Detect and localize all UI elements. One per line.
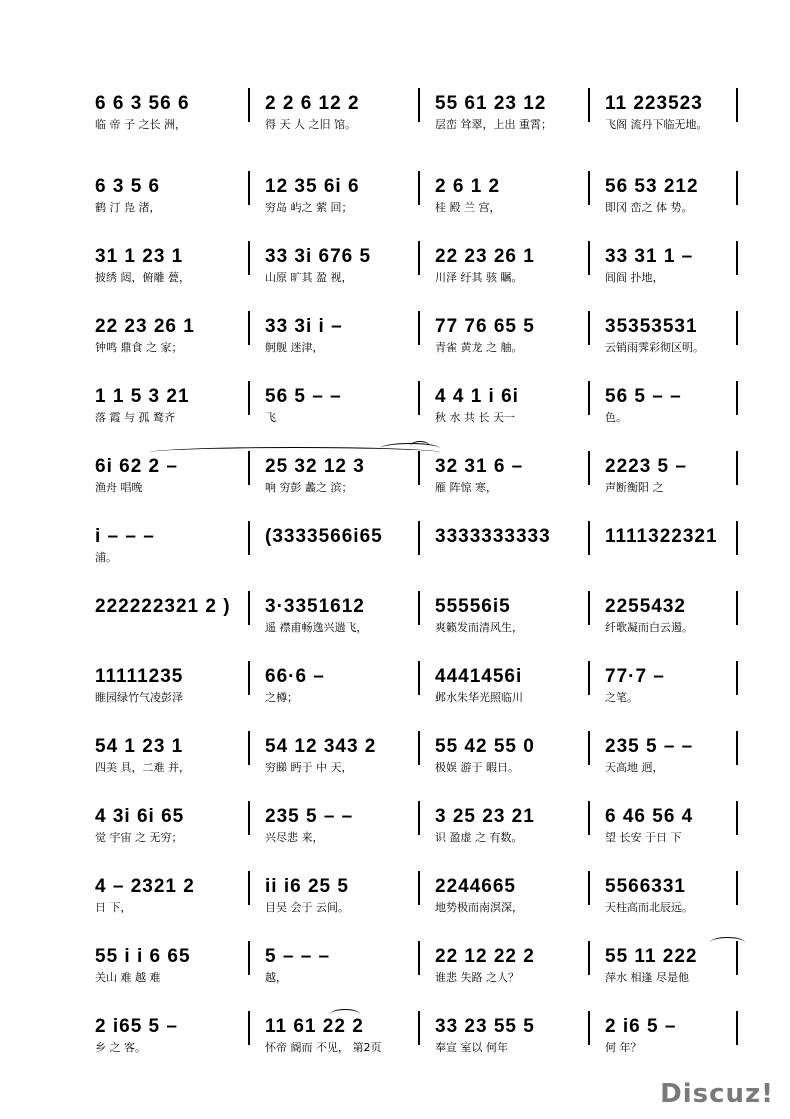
measure xyxy=(605,595,755,635)
measure-lyrics: 天柱高而北辰远。 xyxy=(605,901,693,914)
measure-lyrics: 舸舰 迷津， xyxy=(265,341,324,354)
bar-line xyxy=(588,171,590,205)
measure xyxy=(435,875,585,915)
measure-notes: 55 61 23 12 xyxy=(435,93,547,114)
bar-line xyxy=(418,941,420,975)
measure xyxy=(605,92,755,132)
measure xyxy=(605,805,755,845)
bar-line xyxy=(248,311,250,345)
measure xyxy=(435,175,585,215)
measure xyxy=(435,665,585,705)
measure-lyrics xyxy=(265,551,415,565)
measure-lyrics: 闾阎 扑地， xyxy=(605,271,664,284)
measure-notes: 32 31 6 – xyxy=(435,456,524,477)
bar-line xyxy=(588,88,590,122)
measure xyxy=(435,455,585,495)
bar-line xyxy=(418,88,420,122)
score-row xyxy=(0,1015,790,1075)
measure xyxy=(95,875,245,915)
measure xyxy=(95,665,245,705)
measure-notes: 2 6 1 2 xyxy=(435,176,501,197)
bar-line xyxy=(248,661,250,695)
measure-notes: 5566331 xyxy=(605,876,686,897)
measure-lyrics: 遥 襟甫畅逸兴遄飞， xyxy=(265,621,368,634)
measure-notes: 77·7 – xyxy=(605,666,665,687)
measure xyxy=(435,595,585,635)
measure-notes: 5 – – – xyxy=(265,946,331,967)
measure-lyrics: 飞 xyxy=(265,411,276,424)
bar-line xyxy=(588,731,590,765)
measure-notes: 222222321 2 ) xyxy=(95,596,231,617)
bar-line xyxy=(588,941,590,975)
bar-line xyxy=(418,731,420,765)
measure-notes: 6 46 56 4 xyxy=(605,806,694,827)
bar-line xyxy=(248,521,250,555)
bar-line xyxy=(248,801,250,835)
bar-line xyxy=(248,241,250,275)
measure-lyrics: 邺水朱华光照临川 xyxy=(435,691,523,704)
measure-lyrics: 兴尽悲 来， xyxy=(265,831,324,844)
measure xyxy=(95,455,245,495)
bar-line xyxy=(588,241,590,275)
measure xyxy=(435,945,585,985)
measure-lyrics: 钟鸣 鼎食 之 家； xyxy=(95,341,183,354)
measure-lyrics: 穷睇 眄于 中 天， xyxy=(265,761,353,774)
measure-notes: 66·6 – xyxy=(265,666,325,687)
measure-notes: 2 2 6 12 2 xyxy=(265,93,360,114)
measure xyxy=(95,175,245,215)
measure xyxy=(605,175,755,215)
measure-lyrics: 谁悲 失路 之人？ xyxy=(435,971,519,984)
measure xyxy=(95,385,245,425)
score-row xyxy=(0,665,790,725)
bar-line xyxy=(248,88,250,122)
measure-notes: 56 53 212 xyxy=(605,176,699,197)
measure-notes: 2255432 xyxy=(605,596,686,617)
measure-lyrics: 日 下， xyxy=(95,901,132,914)
measure-notes: 6 6 3 56 6 xyxy=(95,93,190,114)
bar-line xyxy=(248,171,250,205)
measure xyxy=(95,92,245,132)
measure-lyrics: 天高地 迥， xyxy=(605,761,664,774)
measure-lyrics: 桂 殿 兰 宫， xyxy=(435,201,501,214)
measure-lyrics: 极娱 游于 暇日。 xyxy=(435,761,519,774)
slur-arc xyxy=(710,937,745,948)
measure-lyrics: 地势极而南溟深， xyxy=(435,901,523,914)
measure-notes: 4 – 2321 2 xyxy=(95,876,195,897)
measure xyxy=(605,385,755,425)
measure-lyrics: 越， xyxy=(265,971,287,984)
measure-lyrics: 穷岛 屿之 萦 回； xyxy=(265,201,353,214)
measure-lyrics xyxy=(435,551,585,565)
bar-line xyxy=(418,311,420,345)
measure xyxy=(265,805,415,845)
measure-lyrics: 关山 难 越 难 xyxy=(95,971,161,984)
measure xyxy=(265,245,415,285)
measure xyxy=(95,1015,245,1055)
measure-notes: 11111235 xyxy=(95,666,184,687)
measure-notes: 33 3i i – xyxy=(265,316,343,337)
measure-lyrics: 临 帝 子 之长 洲， xyxy=(95,118,186,131)
measure-lyrics: 响 穷彭 蠡之 滨； xyxy=(265,481,353,494)
measure-lyrics: 望 长安 于日 下 xyxy=(605,831,682,844)
measure-notes: 6i 62 2 – xyxy=(95,456,178,477)
measure-lyrics: 乡 之 客。 xyxy=(95,1041,146,1054)
measure-notes: 12 35 6i 6 xyxy=(265,176,360,197)
measure-lyrics: 层峦 耸翠，上出 重霄； xyxy=(435,118,552,131)
measure xyxy=(265,595,415,635)
measure xyxy=(95,245,245,285)
measure-lyrics: 识 盈虚 之 有数。 xyxy=(435,831,523,844)
measure-notes: 2244665 xyxy=(435,876,516,897)
measure-lyrics: 四美 具，二难 并， xyxy=(95,761,190,774)
bar-line xyxy=(248,941,250,975)
measure-notes: 22 23 26 1 xyxy=(95,316,195,337)
measure-notes: i – – – xyxy=(95,526,155,547)
measure-lyrics: 萍水 相逢 尽是他 xyxy=(605,971,689,984)
measure-notes: 56 5 – – xyxy=(265,386,342,407)
measure-notes: 25 32 12 3 xyxy=(265,456,365,477)
measure-notes: 2 i65 5 – xyxy=(95,1016,178,1037)
measure-lyrics: 何 年？ xyxy=(605,1041,642,1054)
measure xyxy=(95,805,245,845)
measure-notes: 1 1 5 3 21 xyxy=(95,386,190,407)
measure xyxy=(265,735,415,775)
measure-notes: 22 23 26 1 xyxy=(435,246,535,267)
measure-lyrics: 觉 宇宙 之 无穷； xyxy=(95,831,183,844)
measure-notes: 55 42 55 0 xyxy=(435,736,535,757)
measure-lyrics: 目吴 会于 云间。 xyxy=(265,901,349,914)
measure-notes: 4441456i xyxy=(435,666,523,687)
measure-notes: 2 i6 5 – xyxy=(605,1016,677,1037)
bar-line xyxy=(418,381,420,415)
measure xyxy=(95,595,245,635)
measure xyxy=(435,92,585,132)
measure-notes: 55 i i 6 65 xyxy=(95,946,191,967)
measure-notes: 4 3i 6i 65 xyxy=(95,806,185,827)
score-row xyxy=(0,945,790,1005)
measure-notes: 3·3351612 xyxy=(265,596,365,617)
bar-line xyxy=(418,661,420,695)
score-row xyxy=(0,595,790,655)
measure xyxy=(265,175,415,215)
bar-line xyxy=(418,1011,420,1045)
measure xyxy=(435,525,585,565)
measure-notes: 33 3i 676 5 xyxy=(265,246,372,267)
measure-lyrics: 云销雨霁彩彻区明。 xyxy=(605,341,704,354)
bar-line xyxy=(248,871,250,905)
measure xyxy=(95,735,245,775)
bar-line xyxy=(588,591,590,625)
bar-line xyxy=(588,311,590,345)
bar-line xyxy=(418,871,420,905)
bar-line xyxy=(588,521,590,555)
measure-lyrics: 奉宣 室以 何年 xyxy=(435,1041,508,1054)
measure-notes: (3333566i65 xyxy=(265,526,383,547)
measure xyxy=(605,455,755,495)
measure xyxy=(265,525,415,565)
measure-lyrics: 声断衡阳 之 xyxy=(605,481,664,494)
measure-notes: 54 12 343 2 xyxy=(265,736,377,757)
bar-line xyxy=(418,591,420,625)
bar-line xyxy=(588,381,590,415)
measure-lyrics: 色。 xyxy=(605,411,627,424)
measure xyxy=(95,315,245,355)
measure xyxy=(605,945,755,985)
slur-arc xyxy=(330,1009,360,1020)
measure-lyrics: 得 天 人 之旧 馆。 xyxy=(265,118,356,131)
bar-line xyxy=(588,801,590,835)
measure-notes: 11 61 22 2 xyxy=(265,1016,364,1037)
measure-lyrics: 雁 阵惊 寒， xyxy=(435,481,497,494)
measure-lyrics: 飞阁 流丹下临无地。 xyxy=(605,118,708,131)
measure xyxy=(605,1015,755,1055)
measure-notes: 55 11 222 xyxy=(605,946,698,967)
score-row xyxy=(0,525,790,585)
bar-line xyxy=(248,591,250,625)
measure-lyrics: 鹤 汀 凫 渚， xyxy=(95,201,161,214)
measure-lyrics: 纤歌凝而白云遏。 xyxy=(605,621,693,634)
measure xyxy=(435,385,585,425)
measure-lyrics: 落 霞 与 孤 鹜齐 xyxy=(95,411,175,424)
measure xyxy=(435,805,585,845)
bar-line xyxy=(588,661,590,695)
measure-notes: 4 4 1 i 6i xyxy=(435,386,519,407)
bar-line xyxy=(588,1011,590,1045)
measure-notes: 35353531 xyxy=(605,316,698,337)
measure-notes: 31 1 23 1 xyxy=(95,246,184,267)
score-row xyxy=(0,385,790,445)
measure-notes: 1111322321 xyxy=(605,526,718,547)
measure xyxy=(265,875,415,915)
measure-notes: 54 1 23 1 xyxy=(95,736,184,757)
measure-notes: ii i6 25 5 xyxy=(265,876,349,897)
measure-lyrics: 川泽 纡其 骇 瞩。 xyxy=(435,271,523,284)
measure xyxy=(605,315,755,355)
bar-line xyxy=(588,451,590,485)
measure xyxy=(435,1015,585,1055)
measure xyxy=(435,315,585,355)
bar-line xyxy=(418,521,420,555)
score-row xyxy=(0,455,790,515)
bar-line xyxy=(248,381,250,415)
measure xyxy=(605,665,755,705)
measure-notes: 33 31 1 – xyxy=(605,246,694,267)
measure-notes: 22 12 22 2 xyxy=(435,946,535,967)
measure-lyrics xyxy=(95,621,245,635)
slur-arc xyxy=(380,443,440,454)
measure-lyrics: 渔舟 唱晚 xyxy=(95,481,143,494)
measure-lyrics: 披绣 闼，俯雕 甍， xyxy=(95,271,190,284)
score-row xyxy=(0,805,790,865)
measure-lyrics: 爽籁发而清风生， xyxy=(435,621,523,634)
score-row xyxy=(0,245,790,305)
measure xyxy=(605,875,755,915)
measure xyxy=(435,245,585,285)
score-row xyxy=(0,315,790,375)
measure-notes: 77 76 65 5 xyxy=(435,316,535,337)
bar-line xyxy=(248,1011,250,1045)
measure-lyrics: 山原 旷其 盈 视， xyxy=(265,271,353,284)
measure-lyrics: 秋 水 共 长 天一 xyxy=(435,411,515,424)
measure-notes: 3333333333 xyxy=(435,526,551,547)
measure xyxy=(95,525,245,565)
measure xyxy=(265,945,415,985)
measure-notes: 6 3 5 6 xyxy=(95,176,161,197)
measure xyxy=(265,385,415,425)
measure-notes: 33 23 55 5 xyxy=(435,1016,535,1037)
measure-lyrics: 怀帝 阍而 不见， 第2页 xyxy=(265,1041,382,1054)
measure xyxy=(265,92,415,132)
measure-notes: 56 5 – – xyxy=(605,386,682,407)
score-row xyxy=(0,92,790,152)
watermark-logo: Discuz! xyxy=(660,1079,774,1109)
measure-lyrics xyxy=(605,551,755,565)
measure xyxy=(605,525,755,565)
measure-lyrics: 之樽； xyxy=(265,691,298,704)
measure-notes: 11 223523 xyxy=(605,93,703,114)
score-row xyxy=(0,175,790,235)
measure-lyrics: 之笔。 xyxy=(605,691,638,704)
measure-notes: 2223 5 – xyxy=(605,456,687,477)
measure xyxy=(435,735,585,775)
measure-lyrics: 青雀 黄龙 之 舳。 xyxy=(435,341,523,354)
measure xyxy=(265,665,415,705)
measure-notes: 3 25 23 21 xyxy=(435,806,535,827)
measure-lyrics: 睢园绿竹气凌彭泽 xyxy=(95,691,183,704)
bar-line xyxy=(248,731,250,765)
bar-line xyxy=(588,871,590,905)
measure-notes: 55556i5 xyxy=(435,596,511,617)
measure xyxy=(95,945,245,985)
measure xyxy=(265,315,415,355)
score-row xyxy=(0,875,790,935)
bar-line xyxy=(418,171,420,205)
measure-notes: 235 5 – – xyxy=(605,736,694,757)
measure-lyrics: 浦。 xyxy=(95,551,117,564)
measure-lyrics: 即冈 峦之 体 势。 xyxy=(605,201,693,214)
bar-line xyxy=(418,801,420,835)
measure-notes: 235 5 – – xyxy=(265,806,354,827)
measure xyxy=(265,455,415,495)
bar-line xyxy=(418,241,420,275)
measure xyxy=(265,1015,415,1055)
score-row xyxy=(0,735,790,795)
measure xyxy=(605,245,755,285)
measure xyxy=(605,735,755,775)
